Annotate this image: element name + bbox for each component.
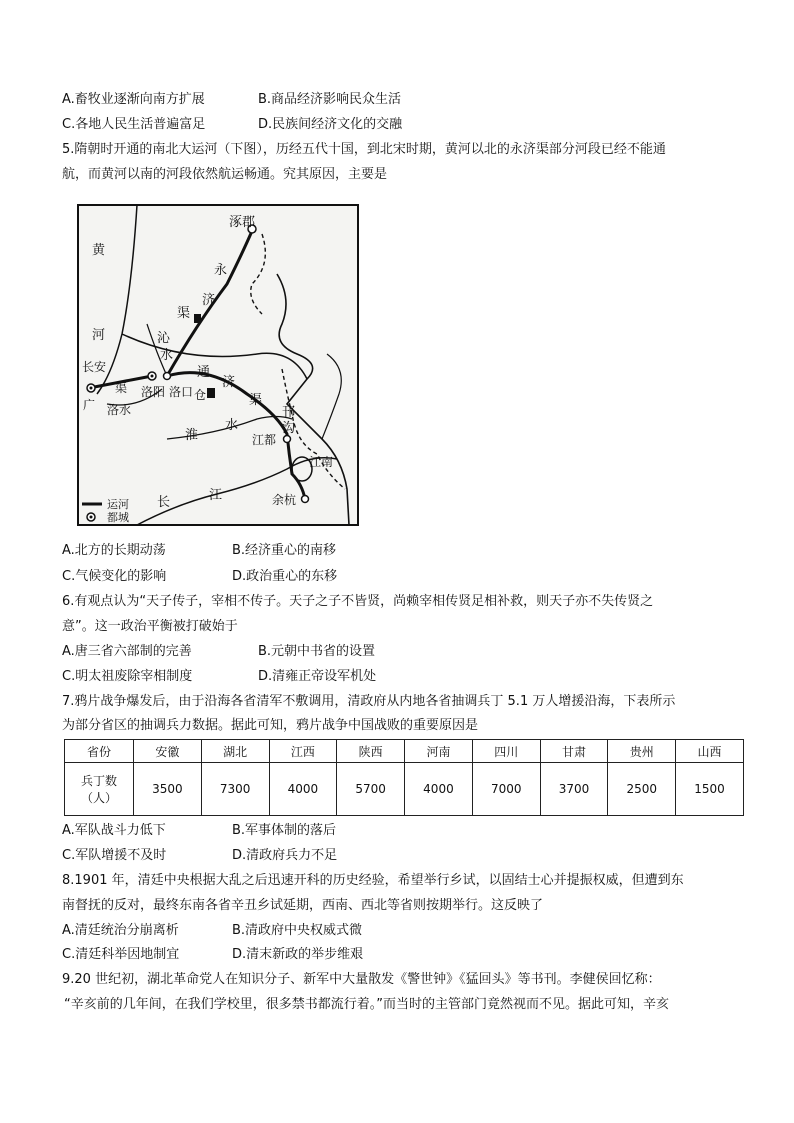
q8-option-d: D.清末新政的举步维艰 <box>232 947 364 962</box>
label-guang: 广 <box>83 398 96 412</box>
luoyang-capital-dot <box>151 375 154 378</box>
granary-marker-luokou <box>207 388 215 398</box>
q7-options-row-1 <box>62 822 336 840</box>
label-cang: 仓 <box>194 388 207 402</box>
troops-count-cell: 4000 <box>269 763 337 816</box>
label-qu-2: 渠 <box>115 381 128 395</box>
troops-province-cell: 四川 <box>472 740 540 763</box>
q7-option-c: C.军队增援不及时 <box>62 848 167 863</box>
q8-option-a: A.清廷统治分崩离析 <box>62 923 179 938</box>
label-chang: 长 <box>157 495 171 510</box>
q6-stem-line-1: 6.有观点认为“天子传子，宰相不传子。天子之子不皆贤，尚赖宰相传贤足相补救，则天子亦不失传贤之 <box>62 594 654 609</box>
q4-options-row-1 <box>62 91 401 109</box>
label-huai: 淮 <box>185 428 199 443</box>
label-yong: 永 <box>214 263 228 278</box>
label-luokou: 洛口 <box>169 385 194 399</box>
q7-option-a: A.军队战斗力低下 <box>62 823 166 838</box>
q8-stem-line-2: 南督抚的反对，最终东南各省辛丑乡试延期，西南、西北等省则按期举行。这反映了 <box>62 898 544 913</box>
label-qin: 沁 <box>157 331 171 346</box>
troops-count-cell: 5700 <box>337 763 405 816</box>
label-shui-2: 水 <box>225 418 239 433</box>
label-luoyang: 洛阳 <box>141 385 166 399</box>
troops-count-cell: 4000 <box>405 763 473 816</box>
troops-row-label-line-2: （人） <box>80 791 117 805</box>
troops-table-data-row <box>65 763 744 816</box>
troops-count-cell: 3700 <box>540 763 608 816</box>
q5-stem-line-1: 5.隋朝时开通的南北大运河（下图），历经五代十国，到北宋时期，黄河以北的永济渠部分河段已经不能通 <box>62 142 666 157</box>
troops-province-cell: 安徽 <box>134 740 202 763</box>
label-jiangnan: 江南 <box>309 455 334 469</box>
label-jiangdu: 江都 <box>252 433 277 447</box>
label-gou: 沟 <box>282 421 296 436</box>
q6-option-c: C.明太祖废除宰相制度 <box>62 669 193 684</box>
label-han: 邗 <box>282 405 296 420</box>
q6-options-row-2 <box>62 668 376 686</box>
label-huang: 黄 <box>92 243 106 258</box>
label-luoshui: 洛水 <box>107 403 132 417</box>
label-qu-1: 渠 <box>177 306 191 321</box>
troops-count-cell: 2500 <box>608 763 676 816</box>
troops-province-cell: 甘肃 <box>540 740 608 763</box>
q8-options-row-1 <box>62 922 362 940</box>
q7-options-row-2 <box>62 847 337 865</box>
troops-table-header-row <box>65 740 744 763</box>
q8-stem-line-1: 8.1901 年，清廷中央根据大乱之后迅速开科的历史经验，希望举行乡试，以固结士心并提振权威，但遭到东 <box>62 873 684 888</box>
yuhang-city-marker <box>302 496 309 503</box>
troops-province-cell: 河南 <box>405 740 473 763</box>
q7-option-d: D.清政府兵力不足 <box>232 848 338 863</box>
q5-option-b: B.经济重心的南移 <box>232 543 337 558</box>
label-jiang: 江 <box>209 488 223 503</box>
label-yuhang: 余杭 <box>272 493 297 507</box>
q6-stem-line-2: 意”。这一政治平衡被打破始于 <box>62 619 238 634</box>
q8-options-row-2 <box>62 946 363 964</box>
troops-count-cell: 7300 <box>201 763 269 816</box>
troops-province-cell: 江西 <box>269 740 337 763</box>
label-he: 河 <box>92 328 106 343</box>
q4-option-c: C.各地人民生活普遍富足 <box>62 117 206 132</box>
q7-stem-line-2: 为部分省区的抽调兵力数据。据此可知，鸦片战争中国战败的重要原因是 <box>62 718 479 733</box>
troops-table <box>64 739 744 816</box>
label-changan: 长安 <box>82 360 107 374</box>
granary-marker-north <box>194 314 201 323</box>
q5-options-row-2 <box>62 568 337 586</box>
troops-count-cell: 3500 <box>134 763 202 816</box>
q4-options-row-2 <box>62 116 402 134</box>
q5-option-d: D.政治重心的东移 <box>232 569 338 584</box>
q6-option-b: B.元朝中书省的设置 <box>258 644 376 659</box>
q4-option-b: B.商品经济影响民众生活 <box>258 92 402 107</box>
label-qu-3: 渠 <box>249 393 263 408</box>
luokou-city-marker <box>164 373 171 380</box>
q6-options-row-1 <box>62 643 375 661</box>
changan-capital-dot <box>90 387 93 390</box>
q8-option-b: B.清政府中央权威式微 <box>232 923 363 938</box>
q7-stem-line-1: 7.鸦片战争爆发后，由于沿海各省清军不敷调用，清政府从内地各省抽调兵丁 5.1 万人增援沿海，下表所示 <box>62 694 676 709</box>
q4-option-a: A.畜牧业逐渐向南方扩展 <box>62 92 205 107</box>
q6-option-d: D.清雍正帝设军机处 <box>258 669 377 684</box>
q7-option-b: B.军事体制的落后 <box>232 823 337 838</box>
troops-count-cell: 7000 <box>472 763 540 816</box>
label-zhuojun: 涿郡 <box>229 215 256 230</box>
label-ji-2: 济 <box>222 375 236 390</box>
q5-stem-line-2: 航，而黄河以南的河段依然航运畅通。究其原因，主要是 <box>62 167 388 182</box>
q5-option-a: A.北方的长期动荡 <box>62 543 166 558</box>
troops-count-cell: 1500 <box>676 763 744 816</box>
q9-stem-line-2: “辛亥前的几年间，在我们学校里，很多禁书都流行着。”而当时的主管部门竟然视而不见。据此可知，辛亥 <box>64 997 669 1012</box>
label-tong: 通 <box>197 365 211 380</box>
q5-option-c: C.气候变化的影响 <box>62 569 167 584</box>
q5-options-row-1 <box>62 542 336 560</box>
troops-row-label-line-1: 兵丁数 <box>80 774 117 788</box>
legend-canal-label: 运河 <box>107 498 129 511</box>
q9-stem-line-1: 9.20 世纪初，湖北革命党人在知识分子、新军中大量散发《警世钟》《猛回头》等书刊。李健侯回忆称： <box>62 972 661 987</box>
legend-capital-dot <box>90 516 93 519</box>
grand-canal-map <box>77 204 359 526</box>
troops-row-label <box>65 763 134 816</box>
q8-option-c: C.清廷科举因地制宜 <box>62 947 180 962</box>
q4-option-d: D.民族间经济文化的交融 <box>258 117 403 132</box>
label-shui-1: 水 <box>160 348 174 363</box>
troops-province-cell: 贵州 <box>608 740 676 763</box>
map-frame <box>78 205 358 525</box>
legend-capital-label: 都城 <box>107 511 129 524</box>
q6-option-a: A.唐三省六部制的完善 <box>62 644 192 659</box>
label-ji-1: 济 <box>202 293 216 308</box>
troops-province-cell: 湖北 <box>201 740 269 763</box>
troops-province-cell: 山西 <box>676 740 744 763</box>
jiangdu-city-marker <box>284 436 291 443</box>
troops-header-province-label: 省份 <box>65 740 134 763</box>
troops-province-cell: 陕西 <box>337 740 405 763</box>
